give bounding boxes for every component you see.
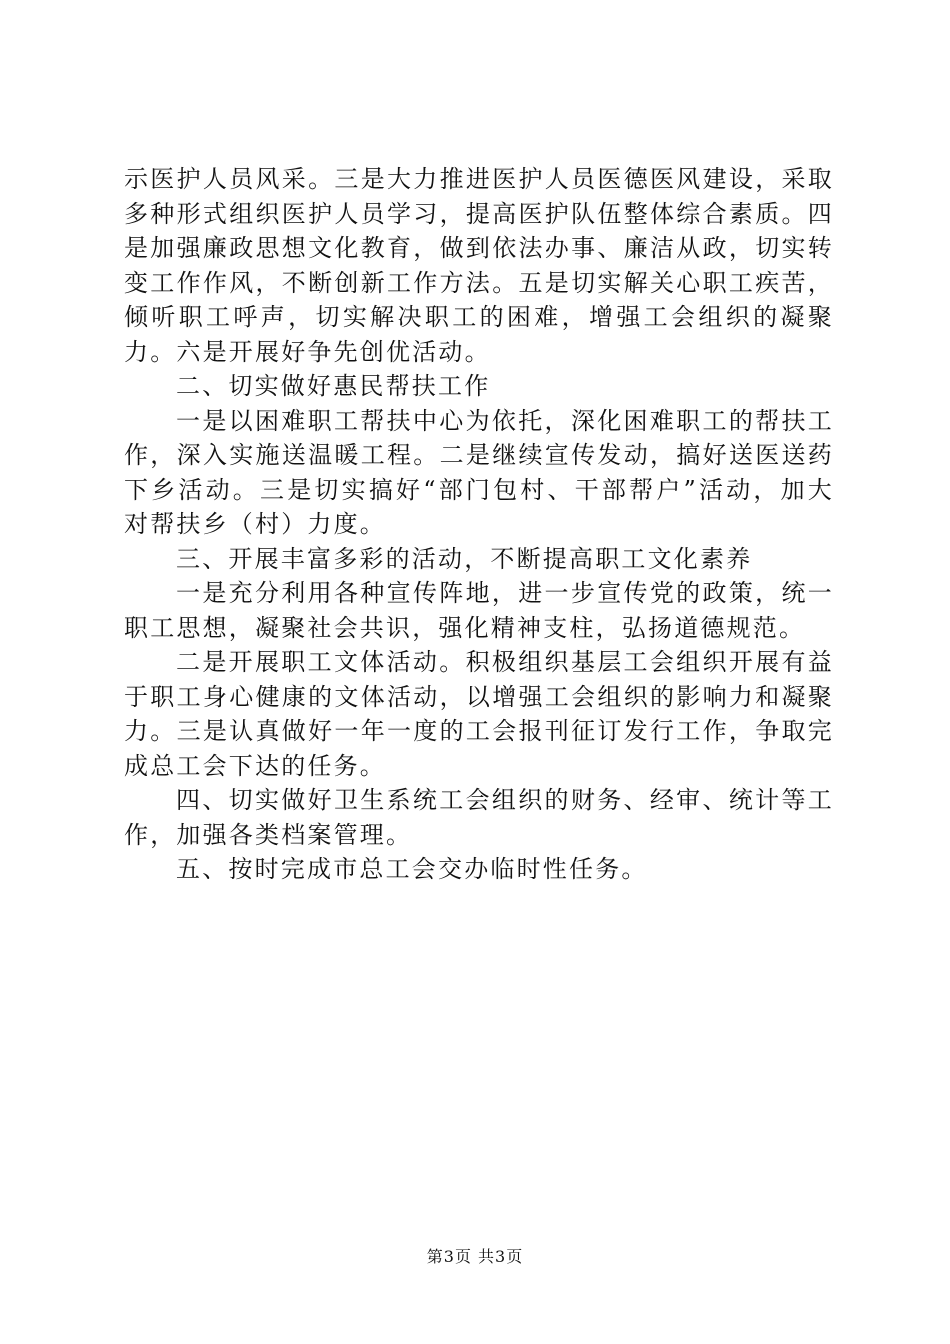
paragraph-1: 示医护人员风采。三是大力推进医护人员医德医风建设，采取多种形式组织医护人员学习，提高医护队伍整体综合素质。四是加强廉政思想文化教育，做到依法办事、廉洁从政，切实转变工作作风，不断创新工作方法。五是切实解关心职工疾苦，倾听职工呼声，切实解决职工的困难，增强工会组织的凝聚力。六是开展好争先创优活动。 [124, 165, 834, 366]
section-heading-8: 五、按时完成市总工会交办临时性任务。 [176, 855, 648, 883]
section-heading-2: 二、切实做好惠民帮扶工作 [176, 372, 491, 400]
paragraph-5: 一是充分利用各种宣传阵地，进一步宣传党的政策，统一职工思想，凝聚社会共识，强化精神支柱，弘扬道德规范。 [124, 579, 834, 642]
paragraph-3: 一是以困难职工帮扶中心为依托，深化困难职工的帮扶工作，深入实施送温暖工程。二是继续宣传发动，搞好送医送药下乡活动。三是切实搞好“部门包村、干部帮户”活动，加大对帮扶乡（村）力度。 [124, 406, 834, 538]
page-number-label: 第3页 共3页 [426, 1247, 524, 1266]
document-body [124, 162, 834, 887]
page-footer [0, 1244, 950, 1267]
section-heading-4: 三、开展丰富多彩的活动，不断提高职工文化素养 [176, 544, 753, 573]
paragraph-6: 二是开展职工文体活动。积极组织基层工会组织开展有益于职工身心健康的文体活动，以增强工会组织的影响力和凝聚力。三是认真做好一年一度的工会报刊征订发行工作，争取完成总工会下达的任务。 [124, 648, 834, 780]
section-heading-7: 四、切实做好卫生系统工会组织的财务、经审、统计等工作，加强各类档案管理。 [124, 786, 834, 849]
